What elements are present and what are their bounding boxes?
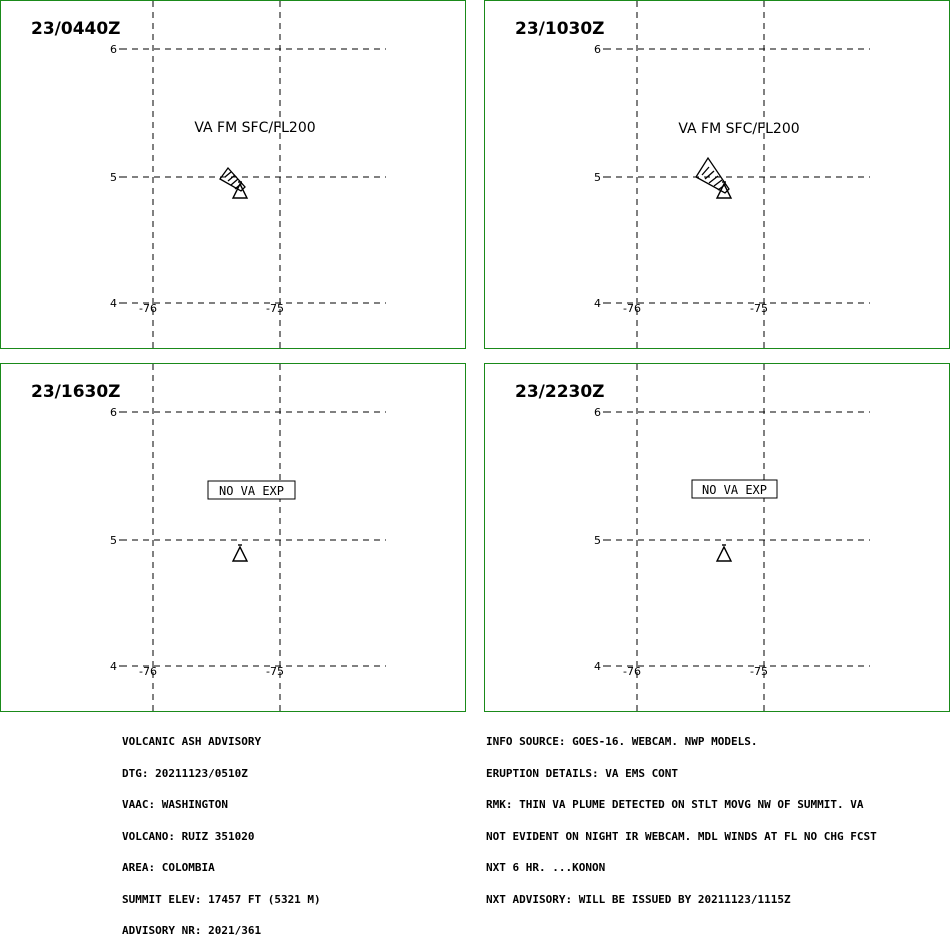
lon-tick-75: -75: [266, 302, 284, 315]
map-graticule: [1, 364, 467, 713]
lat-tick-5: 5: [110, 534, 117, 547]
advisory-line: SUMMIT ELEV: 17457 FT (5321 M): [122, 892, 321, 906]
map-panel-3: [0, 363, 466, 712]
advisory-line: NOT EVIDENT ON NIGHT IR WEBCAM. MDL WINDS AT FL NO CHG FCST: [486, 829, 877, 843]
map-graticule: [485, 1, 950, 350]
panel-time: 23/0440Z: [31, 19, 121, 39]
volcano-icon: [233, 545, 247, 561]
lat-tick-6: 6: [594, 43, 601, 56]
lon-tick-76: -76: [139, 665, 157, 678]
lon-tick-75: -75: [266, 665, 284, 678]
map-panel-4: [484, 363, 950, 712]
advisory-line: VOLCANIC ASH ADVISORY: [122, 735, 262, 748]
ash-plume-polygon: [696, 158, 729, 193]
map-panel-2: [484, 0, 950, 349]
lon-tick-75: -75: [750, 665, 768, 678]
advisory-line: DTG: 20211123/0510Z: [122, 766, 248, 780]
advisory-line: ERUPTION DETAILS: VA EMS CONT: [486, 766, 679, 780]
advisory-line: INFO SOURCE: GOES-16. WEBCAM. NWP MODELS.: [486, 735, 758, 748]
map-graticule: [485, 364, 950, 713]
va-level-label: VA FM SFC/FL200: [194, 120, 316, 136]
map-graticule: [1, 1, 467, 350]
lat-tick-5: 5: [594, 534, 601, 547]
lat-tick-4: 4: [594, 297, 601, 310]
lat-tick-6: 6: [594, 406, 601, 419]
lat-tick-4: 4: [594, 660, 601, 673]
map-panel-1: [0, 0, 466, 349]
lat-tick-6: 6: [110, 406, 117, 419]
panel-time: 23/2230Z: [515, 382, 605, 402]
no-va-label: NO VA EXP: [701, 483, 768, 497]
lat-tick-4: 4: [110, 660, 117, 673]
no-va-label: NO VA EXP: [218, 484, 285, 498]
advisory-line: ADVISORY NR: 2021/361: [122, 924, 262, 937]
lat-tick-5: 5: [110, 171, 117, 184]
advisory-line: VOLCANO: RUIZ 351020: [122, 829, 255, 843]
advisory-header-block: [122, 716, 321, 947]
lon-tick-75: -75: [750, 302, 768, 315]
va-level-label: VA FM SFC/FL200: [678, 121, 800, 137]
lon-tick-76: -76: [623, 302, 641, 315]
panel-time: 23/1030Z: [515, 19, 605, 39]
advisory-line: AREA: COLOMBIA: [122, 861, 215, 874]
advisory-line: NXT ADVISORY: WILL BE ISSUED BY 20211123/1115Z: [486, 892, 791, 906]
advisory-line: RMK: THIN VA PLUME DETECTED ON STLT MOVG NW OF SUMMIT. VA: [486, 798, 864, 811]
advisory-details-block: [486, 716, 877, 916]
lat-tick-4: 4: [110, 297, 117, 310]
advisory-line: NXT 6 HR. ...KONON: [486, 861, 606, 874]
lat-tick-6: 6: [110, 43, 117, 56]
lat-tick-5: 5: [594, 171, 601, 184]
volcano-icon: [717, 545, 731, 561]
lon-tick-76: -76: [139, 302, 157, 315]
advisory-line: VAAC: WASHINGTON: [122, 798, 228, 811]
panel-time: 23/1630Z: [31, 382, 121, 402]
lon-tick-76: -76: [623, 665, 641, 678]
